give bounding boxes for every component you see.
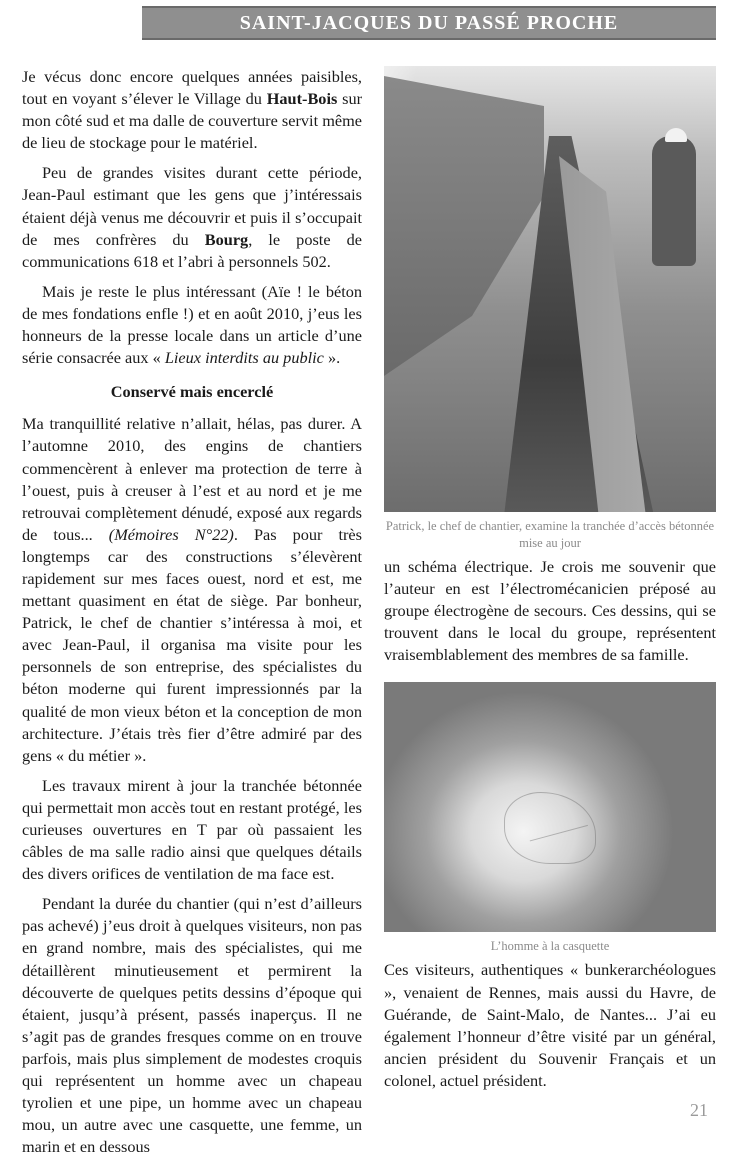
subheading: Conservé mais encerclé bbox=[110, 382, 274, 402]
italic-text: (Mémoires N°22) bbox=[108, 524, 234, 544]
left-column bbox=[22, 66, 362, 1166]
italic-text: Lieux interdits au public bbox=[164, 348, 324, 368]
section-title: SAINT-JACQUES DU PASSÉ PROCHE bbox=[239, 11, 619, 34]
text-run: sur mon côté sud et ma dalle de couverture servit même de lieu de stockage pour le matériel. bbox=[22, 89, 362, 153]
drawing-photo bbox=[384, 682, 716, 932]
paragraph: Les travaux mirent à jour la tranchée bétonnée qui permettait mon accès tout en restant protégé, les curieuses ouvertures en T par où passaient les câbles de ma salle radio ainsi que quelques détails des divers orifices de ventilation de ma face est. bbox=[22, 775, 362, 884]
paragraph: Pendant la durée du chantier (qui n’est d’ailleurs pas achevé) j’eus droit à quelques visiteurs, non pas en grand nombre, mais des spécialistes, qui me détaillèrent minutieusement et permirent la découverte de quelques petits dessins d’époque qui étaient, jusqu’à présent, passés inaperçus. Il ne s’agit pas de grandes fresques comme on en trouve parfois, mais plus simplement de modestes croquis qui représentent un homme avec un chapeau tyrolien et une pipe, un homme avec un chapeau mou, un autre avec une casquette, une femme, un marin et en dessous bbox=[22, 894, 362, 1157]
paragraph bbox=[22, 162, 362, 272]
text-run: , le poste de communications 618 et l’abri à personnels 502. bbox=[22, 229, 363, 271]
section-header bbox=[142, 6, 716, 40]
text-run: Je vécus donc encore quelques années paisibles, tout en voyant s’élever le Village du bbox=[22, 67, 362, 109]
text-run: ». bbox=[323, 348, 341, 368]
paragraph bbox=[22, 281, 362, 369]
text-run: . Pas pour très longtemps car des constructions s’élevèrent rapidement sur mes faces ouest, nord et est, me mettant quasiment en état de siège. Par bonheur, Patrick, le chef de chantier s’intéressa à moi, et avec Jean-Paul, il organisa ma visite pour les personnels de son entreprise, des spécialistes du béton moderne qui furent impressionnés par la qualité de mon vieux béton et la conception de mon architecture. J’étais très fier d’être admiré par des gens « du métier ». bbox=[22, 524, 362, 765]
helmet-shape bbox=[665, 128, 687, 142]
paragraph: Ces visiteurs, authentiques « bunkerarchéologues », venaient de Rennes, mais aussi du Havre, de Guérande, de Saint-Malo, de Nantes... J’ai eu également l’honneur d’être visité par un général, ancien président du Souvenir Français et un colonel, actuel président. bbox=[384, 960, 716, 1090]
text-run: Mais je reste le plus intéressant (Aïe ! le béton de mes fondations enfle !) et en août 2010, j’eus les honneurs de la presse locale dans un article d’une série consacrée aux « bbox=[22, 281, 362, 368]
bold-text: Bourg bbox=[204, 229, 249, 249]
paragraph: un schéma électrique. Je crois me souvenir que l’auteur en est l’électromécanicien préposé au groupe électrogène de secours. Ces dessins, qui se trouvent dans le local du groupe, représentent vraisemblablement des membres de sa famille. bbox=[384, 557, 716, 665]
right-column bbox=[384, 66, 716, 1092]
worker-figure bbox=[652, 136, 696, 266]
paragraph bbox=[22, 413, 362, 767]
page-number: 21 bbox=[690, 1100, 708, 1120]
text-run: Peu de grandes visites durant cette période, Jean-Paul estimant que les gens que j’intéressais étaient déjà venus me découvrir et puis il s’occupait de mes confrères du bbox=[22, 163, 362, 249]
photo-caption: L’homme à la casquette bbox=[490, 939, 610, 954]
bold-text: Haut-Bois bbox=[266, 89, 338, 109]
text-run: Ma tranquillité relative n’allait, hélas, pas durer. A l’automne 2010, des engins de chantiers commencèrent à enlever ma protection de terre à l’ouest, puis à creuser à l’est et au nord et je me retrouvai complètement dénudé, exposé aux regards de tous... bbox=[22, 414, 362, 544]
paragraph bbox=[22, 66, 362, 154]
bunker-wall bbox=[384, 76, 544, 376]
trench-photo bbox=[384, 66, 716, 512]
photo-caption: Patrick, le chef de chantier, examine la tranchée d’accès bétonnée mise au jour bbox=[385, 519, 715, 550]
